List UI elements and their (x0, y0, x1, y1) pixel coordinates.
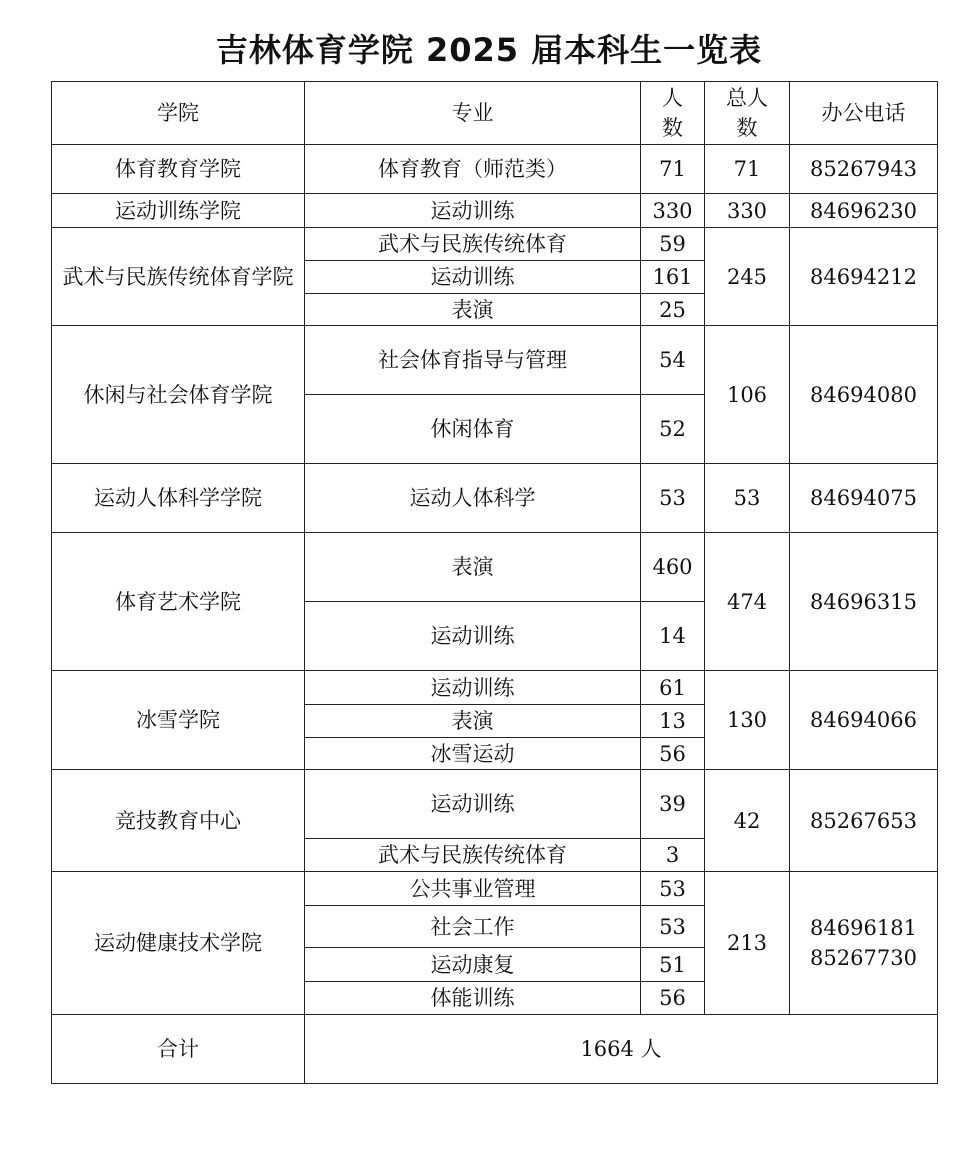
office-phone: 84694075 (790, 464, 938, 533)
major-count: 52 (641, 395, 705, 464)
major-name: 社会工作 (305, 906, 641, 948)
total-label: 合计 (52, 1015, 305, 1084)
table-row (52, 872, 938, 906)
major-count: 3 (641, 839, 705, 872)
header-college: 学院 (52, 82, 305, 145)
office-phone: 84696181 85267730 (790, 872, 938, 1015)
office-phone: 84694080 (790, 326, 938, 464)
office-phone: 85267653 (790, 770, 938, 872)
major-count: 53 (641, 464, 705, 533)
major-name: 体育教育（师范类） (305, 145, 641, 194)
major-name: 武术与民族传统体育 (305, 228, 641, 261)
major-name: 冰雪运动 (305, 738, 641, 770)
major-name: 运动训练 (305, 194, 641, 228)
header-count: 人 数 (641, 82, 705, 145)
major-count: 59 (641, 228, 705, 261)
table-row (52, 194, 938, 228)
major-name: 运动训练 (305, 770, 641, 839)
major-count: 56 (641, 982, 705, 1015)
college-name: 竞技教育中心 (52, 770, 305, 872)
header-major: 专业 (305, 82, 641, 145)
college-total: 213 (705, 872, 790, 1015)
major-count: 161 (641, 261, 705, 294)
college-name: 体育教育学院 (52, 145, 305, 194)
header-total: 总人 数 (705, 82, 790, 145)
major-count: 53 (641, 906, 705, 948)
header-phone: 办公电话 (790, 82, 938, 145)
table-row (52, 770, 938, 839)
college-total: 130 (705, 671, 790, 770)
table-row (52, 671, 938, 705)
office-phone: 84696315 (790, 533, 938, 671)
major-name: 运动训练 (305, 671, 641, 705)
college-name: 体育艺术学院 (52, 533, 305, 671)
major-count: 330 (641, 194, 705, 228)
college-name: 运动训练学院 (52, 194, 305, 228)
college-name: 冰雪学院 (52, 671, 305, 770)
major-count: 54 (641, 326, 705, 395)
office-phone: 84696230 (790, 194, 938, 228)
major-name: 运动康复 (305, 948, 641, 982)
major-name: 表演 (305, 294, 641, 326)
table-row (52, 533, 938, 602)
major-count: 25 (641, 294, 705, 326)
major-name: 运动人体科学 (305, 464, 641, 533)
table-row (52, 464, 938, 533)
table-row (52, 228, 938, 261)
table-row (52, 326, 938, 395)
college-name: 休闲与社会体育学院 (52, 326, 305, 464)
major-count: 14 (641, 602, 705, 671)
header-row (52, 82, 938, 145)
footer-row (52, 1015, 938, 1084)
grand-total: 1664 人 (305, 1015, 938, 1084)
college-total: 474 (705, 533, 790, 671)
major-count: 71 (641, 145, 705, 194)
college-name: 武术与民族传统体育学院 (52, 228, 305, 326)
major-name: 武术与民族传统体育 (305, 839, 641, 872)
college-total: 53 (705, 464, 790, 533)
major-name: 运动训练 (305, 602, 641, 671)
major-name: 表演 (305, 533, 641, 602)
major-name: 体能训练 (305, 982, 641, 1015)
college-total: 106 (705, 326, 790, 464)
major-count: 56 (641, 738, 705, 770)
office-phone: 84694066 (790, 671, 938, 770)
college-total: 71 (705, 145, 790, 194)
major-name: 休闲体育 (305, 395, 641, 464)
major-count: 13 (641, 705, 705, 738)
page-title: 吉林体育学院 2025 届本科生一览表 (215, 31, 763, 69)
major-name: 公共事业管理 (305, 872, 641, 906)
college-total: 245 (705, 228, 790, 326)
major-count: 39 (641, 770, 705, 839)
college-name: 运动人体科学学院 (52, 464, 305, 533)
major-count: 61 (641, 671, 705, 705)
office-phone: 85267943 (790, 145, 938, 194)
major-count: 53 (641, 872, 705, 906)
major-name: 运动训练 (305, 261, 641, 294)
major-name: 社会体育指导与管理 (305, 326, 641, 395)
office-phone: 84694212 (790, 228, 938, 326)
table-row (52, 145, 938, 194)
graduates-table (51, 81, 938, 1084)
major-count: 460 (641, 533, 705, 602)
college-total: 330 (705, 194, 790, 228)
college-name: 运动健康技术学院 (52, 872, 305, 1015)
major-name: 表演 (305, 705, 641, 738)
major-count: 51 (641, 948, 705, 982)
college-total: 42 (705, 770, 790, 872)
